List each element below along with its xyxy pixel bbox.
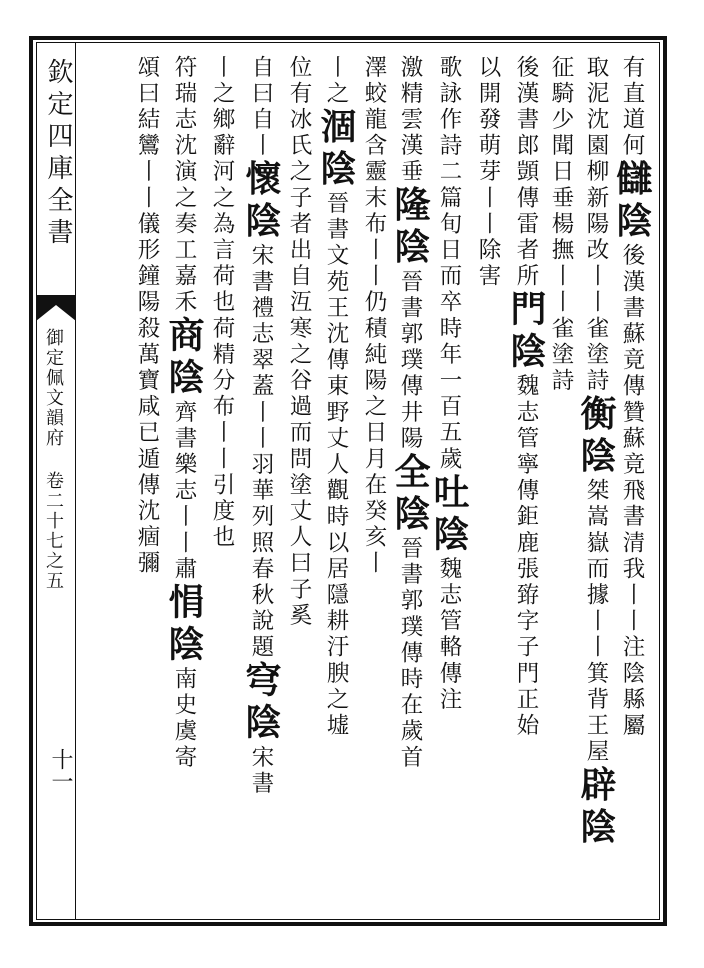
entry-text: 桀嵩嶽而據丨丨箕背王屋 <box>583 478 609 766</box>
headword: 悁陰 <box>163 582 205 667</box>
entry-text: 宋書 <box>248 745 274 798</box>
headword: 穹陰 <box>240 661 282 746</box>
entry-text: 晉書郭璞傳時在歲首 <box>397 536 423 772</box>
page-number: 十一 <box>48 748 73 792</box>
text-column <box>541 55 581 394</box>
book-title: 欽定四庫全書 <box>43 58 73 250</box>
entry-text: 丨之 <box>323 55 349 108</box>
entry-text: 丨之鄉 <box>209 55 235 134</box>
entry-text: 齊書樂志丨丨肅 <box>171 400 197 583</box>
fish-tail-mark-icon <box>36 295 76 321</box>
entry-text: 符瑞志沈演之奏工嘉禾 <box>171 55 197 316</box>
text-column <box>354 55 394 577</box>
text-column <box>429 55 469 713</box>
text-column <box>202 55 242 551</box>
entry-text: 宋書禮志翠蓋丨丨羽華列照春秋說題 <box>248 243 274 662</box>
text-column <box>612 55 652 739</box>
entry-text: 殺萬寶咸已遁 <box>134 316 160 473</box>
text-column <box>316 55 356 739</box>
text-column <box>279 55 319 629</box>
entry-text: 有直道何 <box>619 55 645 160</box>
entry-text: 澤蛟龍含靈 <box>361 55 387 186</box>
entry-text: 後漢書蘇竟傳贊蘇竟飛書清我丨丨注陰縣屬 <box>619 243 645 740</box>
entry-text: 魏志管輅傳注 <box>436 556 462 714</box>
entry-text: 園柳新陽改丨丨雀塗詩 <box>583 133 609 395</box>
entry-text: 晉書郭璞傳井陽 <box>397 269 423 453</box>
entry-text: 取泥沈 <box>583 55 609 134</box>
entry-text: 純陽之日月在癸亥丨 <box>361 342 387 578</box>
text-column <box>468 55 508 290</box>
headword: 吐陰 <box>428 472 470 557</box>
headword: 懷陰 <box>240 159 282 244</box>
entry-text: 傳沈痼彌 <box>134 472 160 578</box>
headword: 隆陰 <box>389 185 431 270</box>
entry-text: 征騎少聞日垂楊撫丨丨雀塗詩 <box>548 55 574 395</box>
headword: 門陰 <box>505 289 547 374</box>
entry-text: 以開發萌芽丨丨除害 <box>475 55 501 290</box>
text-column <box>576 55 616 849</box>
entry-text: 末布丨丨仍積 <box>361 185 387 343</box>
entry-text: 歌詠作詩二篇旬日而卒時年一百五歲 <box>436 55 462 473</box>
headword: 讎陰 <box>611 159 653 244</box>
headword: 商陰 <box>163 316 205 400</box>
entry-text: 辭河之為言荷也荷精分布丨丨引度也 <box>209 133 235 551</box>
entry-text: 後漢書郎顗傳雷者所 <box>513 55 539 290</box>
entry-text: 有冰氏之子者出自沍寒之谷過而問塗丈人曰子奚 <box>286 81 312 630</box>
text-column <box>506 55 546 739</box>
entry-text: 晉書文苑王沈傳東野丈人觀時以居隱耕汙腴之墟 <box>323 191 349 740</box>
headword: 全陰 <box>389 452 431 537</box>
text-column <box>127 55 167 577</box>
headword: 辟陰 <box>575 765 617 850</box>
text-column <box>390 55 430 771</box>
entry-text: 自曰自丨 <box>248 55 274 160</box>
entry-text: 位 <box>286 55 312 82</box>
entry-text: 激精雲漢垂 <box>397 55 423 186</box>
entry-text: 南史虞寄 <box>171 666 197 772</box>
entry-text: 頌曰結鸞丨丨儀形鐘陽 <box>134 55 160 316</box>
text-column <box>241 55 281 797</box>
volume-label: 御定佩文韻府 卷二十七之五 <box>43 328 64 591</box>
text-column <box>164 55 204 771</box>
headword: 涸陰 <box>315 107 357 192</box>
headword: 衡陰 <box>575 394 617 479</box>
entry-text: 魏志管寧傳鉅鹿張臶字子門正始 <box>513 373 539 740</box>
